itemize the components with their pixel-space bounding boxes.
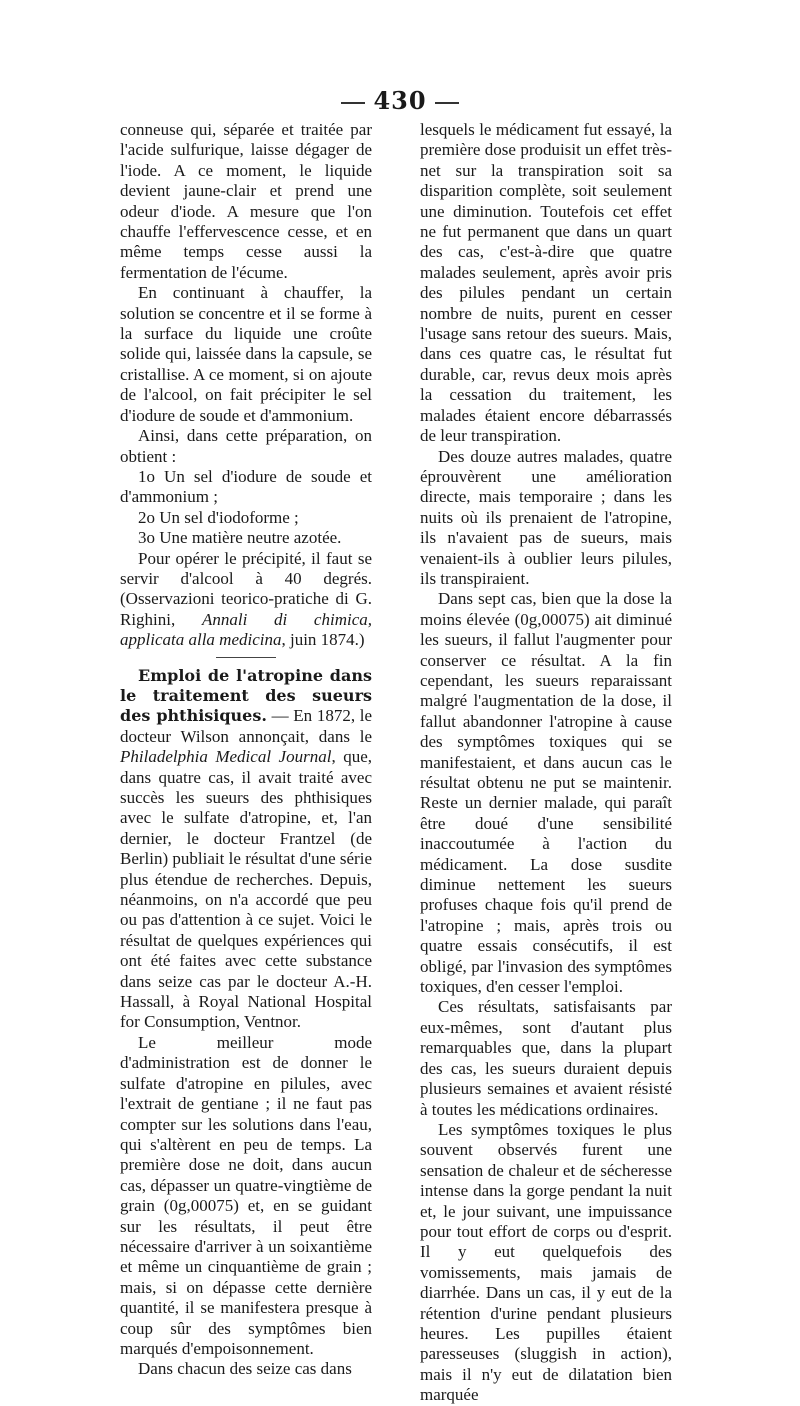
section-separator	[216, 657, 276, 658]
paragraph: Dans sept cas, bien que la dose la moins élevée (0g,00075) ait diminué les sueurs, il fallut l'augmenter pour conserver ce résultat. A la fin cependant, les sueurs reparaissant malgré l'augmentation de la dose, il fallut abandonner l'atropine à cause des symptômes toxiques qui se manifestaient, et dans aucun cas le résultat obtenu ne put se maintenir. Reste un dernier malade, qui paraît être doué d'une sensibilité inaccoutumée à l'action du médicament. La dose susdite diminue nettement les sueurs profuses chaque fois qu'il prend de l'atropine ; mais, après trois ou quatre essais consécutifs, il est obligé, par l'invasion des symptômes toxiques, d'en cesser l'emploi.	[420, 589, 672, 997]
page-number-dash-right	[435, 102, 459, 104]
paragraph: Les symptômes toxiques le plus souvent observés furent une sensation de chaleur et de sécheresse intense dans la gorge pendant la nuit et, le jour suivant, une impuissance pour tout effort de corps ou d'esprit. Il y eut quelquefois des vomissements, mais jamais de diarrhée. Dans un cas, il y eut de la rétention d'urine pendant plusieurs heures. Les pupilles étaient paresseuses (sluggish in action), mais il n'y eut de dilatation bien marquée	[420, 1119, 672, 1405]
page-number	[0, 86, 800, 115]
section-text: — En 1872, le docteur Wilson annonçait, dans le	[120, 706, 373, 746]
paragraph: Ainsi, dans cette préparation, on obtient :	[120, 426, 372, 466]
page-number-text: 430	[373, 86, 427, 115]
paragraph: Des douze autres malades, quatre éprouvèrent une amélioration directe, mais temporaire ; dans les nuits où ils prenaient de l'atropine, ils n'avaient pas de sueurs, mais venaient-ils à oublier leurs pilules, ils transpiraient.	[420, 446, 672, 588]
section-heading: Emploi de l'atropine dans le traitement des sueurs des phthisiques.	[120, 665, 372, 726]
section-text: , que, dans quatre cas, il avait traité avec succès les sueurs des phthisiques avec le sulfate d'atropine, et, l'an dernier, le docteur Frantzel (de Berlin) publiait le résultat d'une série plus étendue de recherches. Depuis, néanmoins, on n'a accordé que peu ou pas d'attention à ce sujet. Voici le résultat de quelques expériences qui ont été faites avec cette substance dans seize cas par le docteur A.-H. Hassall, à Royal National Hospital for Consumption, Ventnor.	[120, 747, 372, 1032]
citation-text: Pour opérer le précipité, il faut se servir d'alcool à 40 degrés. (Osservazioni teorico-pratiche di G. Righini,	[120, 548, 372, 629]
paragraph: conneuse qui, séparée et traitée par l'acide sulfurique, laisse dégager de l'iode. A ce moment, le liquide devient jaune-clair et prend une odeur d'iode. A mesure que l'on chauffe l'effervescence cesse, et en même temps cesse aussi la fermentation de l'écume.	[120, 120, 372, 282]
right-column	[420, 120, 672, 1406]
paragraph-citation	[120, 549, 372, 651]
journal-title: Philadelphia Medical Journal	[120, 747, 332, 767]
paragraph: Le meilleur mode d'administration est de donner le sulfate d'atropine en pilules, avec l'extrait de gentiane ; il ne faut pas compter sur les solutions dans l'eau, qui s'altèrent en peu de temps. La première dose ne doit, dans aucun cas, dépasser un quatre-vingtième de grain (0g,00075) et, en se guidant sur les résultats, il peut être nécessaire d'arriver à un soixantième et même un cinquantième de grain ; mais, si on dépasse cette dernière quantité, il se manifestera presque à coup sûr des symptômes bien marqués d'empoisonnement.	[120, 1032, 372, 1358]
journal-title: Annali di chimica, applicata alla medicina	[120, 609, 372, 650]
citation-date: , juin 1874.)	[281, 630, 365, 650]
list-item: 3o Une matière neutre azotée.	[138, 528, 342, 548]
page-number-dash-left	[341, 102, 365, 104]
paragraph: lesquels le médicament fut essayé, la première dose produisit un effet très-net sur la transpiration soit sa disparition complète, soit seulement une diminution. Toutefois cet effet ne fut permanent que dans un quart des cas, c'est-à-dire que quatre malades seulement, après avoir pris des pilules pendant un certain nombre de nuits, purent en cesser l'usage sans retour des sueurs. Mais, dans ces quatre cas, le résultat fut durable, car, revus deux mois après la cessation du traitement, les malades étaient encore débarrassés de leur transpiration.	[420, 120, 672, 446]
paragraph: En continuant à chauffer, la solution se concentre et il se forme à la surface du liquide une croûte solide qui, laissée dans la capsule, se cristallise. A ce moment, si on ajoute de l'alcool, on fait précipiter le sel d'iodure de soude et d'ammonium.	[120, 283, 372, 425]
list-item: 1o Un sel d'iodure de soude et d'ammonium ;	[120, 466, 372, 507]
list-item: 2o Un sel d'iodoforme ;	[138, 507, 299, 527]
left-column	[120, 120, 372, 1380]
section-paragraph	[120, 666, 372, 1033]
paragraph: Dans chacun des seize cas dans	[138, 1359, 352, 1379]
paragraph: Ces résultats, satisfaisants par eux-mêmes, sont d'autant plus remarquables que, dans la plupart des cas, les sueurs duraient depuis plusieurs semaines et avaient résisté à toutes les médications ordinaires.	[420, 997, 672, 1119]
